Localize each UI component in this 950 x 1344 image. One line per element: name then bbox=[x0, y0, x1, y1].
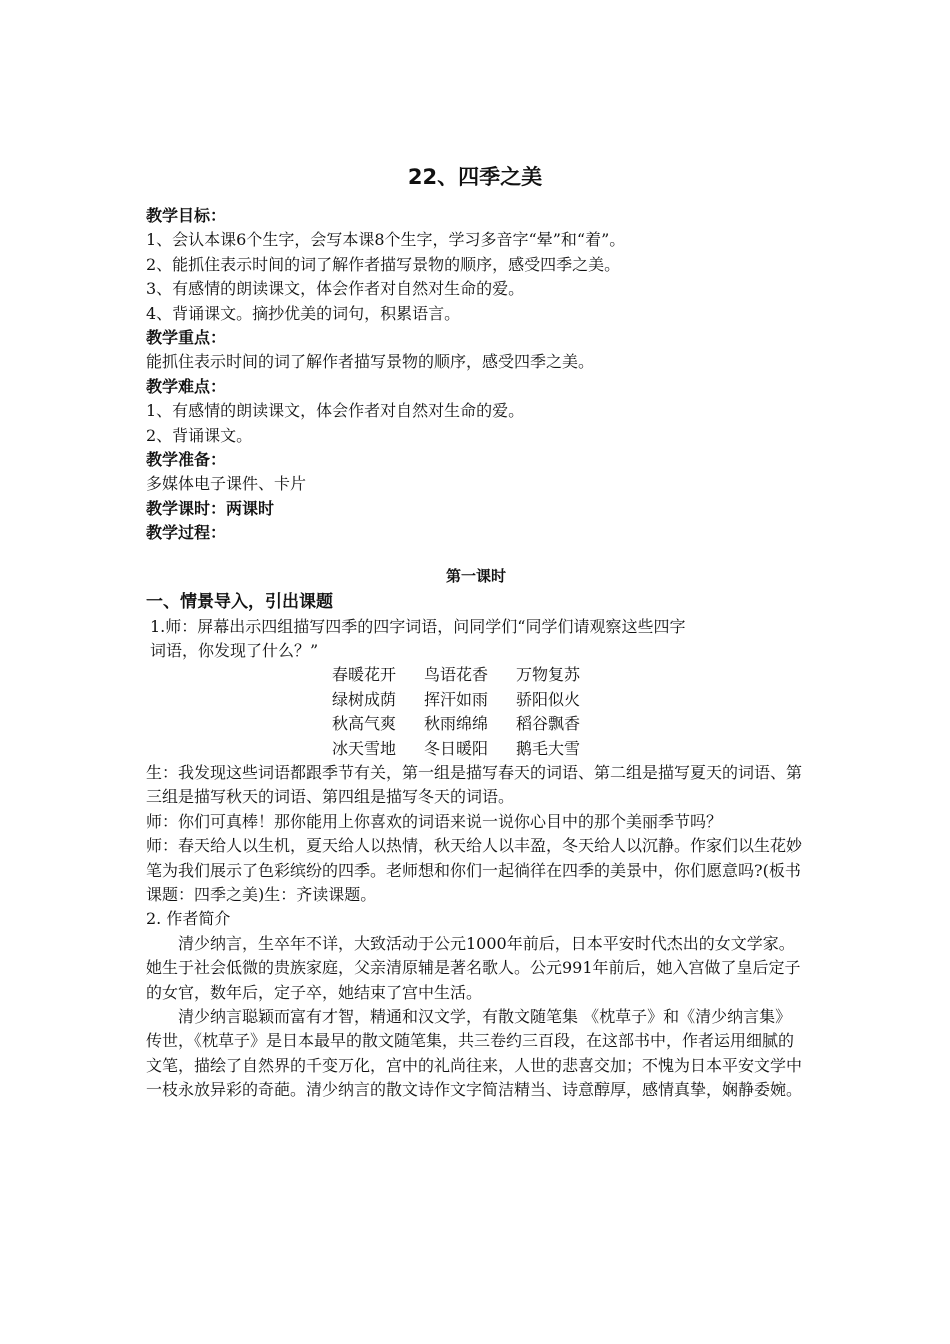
difficulties-heading: 教学难点： bbox=[146, 376, 227, 396]
difficulty-item: 1、有感情的朗读课文，体会作者对自然对生命的爱。 bbox=[146, 401, 525, 421]
word-cell: 春暖花开 bbox=[332, 665, 397, 685]
goal-item: 2、能抓住表示时间的词了解作者描写景物的顺序，感受四季之美。 bbox=[146, 254, 621, 274]
class-hours: 教学课时：两课时 bbox=[146, 498, 275, 518]
teacher-remark: 师：春天给人以生机，夏天给人以热情，秋天给人以丰盈，冬天给人以沉静。作家们以生花妙笔为我们展示了色彩缤纷的四季。老师想和你们一起徜徉在四季的美景中，你们愿意吗?(板书课题：四季之美)生：齐读课题。 bbox=[146, 836, 803, 904]
key-points-text: 能抓住表示时间的词了解作者描写景物的顺序，感受四季之美。 bbox=[146, 352, 595, 372]
word-cell: 冬日暖阳 bbox=[424, 738, 489, 758]
document-title: 22、四季之美 bbox=[407, 165, 543, 189]
word-cell: 稻谷飘香 bbox=[516, 714, 581, 734]
lesson-heading: 第一课时 bbox=[445, 566, 506, 585]
word-cell: 鹅毛大雪 bbox=[516, 738, 581, 758]
student-answer: 生：我发现这些词语都跟季节有关，第一组是描写春天的词语、第二组是描写夏天的词语、第三组是描写秋天的词语、第四组是描写冬天的词语。 bbox=[146, 762, 803, 807]
word-row bbox=[332, 688, 608, 712]
word-cell: 骄阳似火 bbox=[516, 689, 581, 709]
goals-heading: 教学目标： bbox=[146, 206, 227, 225]
season-words-table bbox=[332, 663, 608, 761]
author-heading: 2. 作者简介 bbox=[146, 909, 231, 929]
author-paragraph: 清少纳言聪颖而富有才智，精通和汉文学，有散文随笔集 《枕草子》和《清少纳言集》传世，《枕草子》是日本最早的散文随笔集，共三卷约三百段，在这部书中，作者运用细腻的文笔，描绘了自然界的千变万化，宫中的礼尚往来，人世的悲喜交加；不愧为日本平安文学中一枝永放异彩的奇葩。清少纳言的散文诗作文字简洁精当、诗意醇厚，感情真挚，娴静委婉。 bbox=[146, 1007, 803, 1100]
goal-item: 4、背诵课文。摘抄优美的词句，积累语言。 bbox=[146, 303, 461, 323]
difficulty-item: 2、背诵课文。 bbox=[146, 425, 253, 445]
word-cell: 鸟语花香 bbox=[424, 665, 489, 685]
author-paragraph: 清少纳言，生卒年不详，大致活动于公元1000年前后，日本平安时代杰出的女文学家。她生于社会低微的贵族家庭，父亲清原辅是著名歌人。公元991年前后，她入宫做了皇后定子的女官，数年后，定子卒，她结束了宫中生活。 bbox=[146, 933, 801, 1002]
goal-item: 3、有感情的朗读课文，体会作者对自然对生命的爱。 bbox=[146, 279, 525, 299]
goal-item: 1、会认本课6个生字，会写本课8个生字，学习多音字“晕”和“着”。 bbox=[146, 230, 626, 250]
process-heading: 教学过程： bbox=[146, 523, 227, 543]
word-cell: 绿树成荫 bbox=[332, 689, 397, 709]
preparation-text: 多媒体电子课件、卡片 bbox=[146, 474, 307, 494]
word-cell: 秋高气爽 bbox=[332, 714, 397, 734]
word-row bbox=[332, 663, 608, 687]
document-body bbox=[146, 204, 806, 1103]
word-cell: 秋雨绵绵 bbox=[424, 714, 489, 734]
key-points-heading: 教学重点： bbox=[146, 328, 227, 348]
teacher-remark: 师：你们可真棒！那你能用上你喜欢的词语来说一说你心目中的那个美丽季节吗？ bbox=[146, 811, 723, 831]
word-cell: 万物复苏 bbox=[516, 665, 581, 685]
word-row bbox=[332, 737, 608, 761]
word-row bbox=[332, 712, 608, 736]
word-cell: 冰天雪地 bbox=[332, 738, 397, 758]
section-heading: 一、情景导入，引出课题 bbox=[146, 592, 333, 613]
preparation-heading: 教学准备： bbox=[146, 450, 227, 470]
question-line: 词语，你发现了什么？” bbox=[150, 640, 319, 660]
question-line: 1.师：屏幕出示四组描写四季的四字词语，问同学们“同学们请观察这些四字 bbox=[150, 616, 686, 636]
word-cell: 挥汗如雨 bbox=[424, 689, 489, 709]
